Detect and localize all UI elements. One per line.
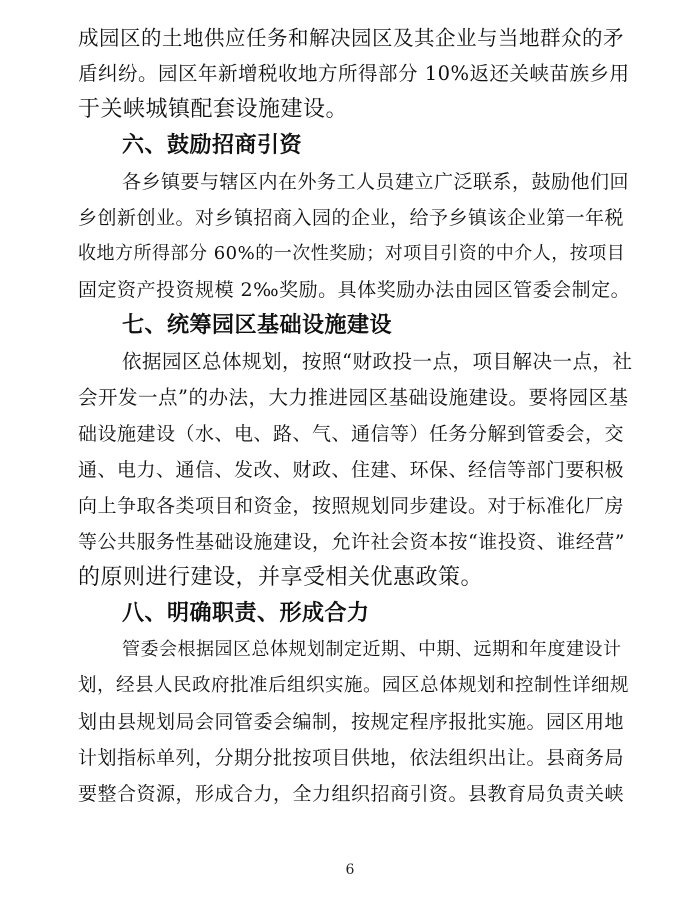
text-line: 依据园区总体规划，按照“财政投一点，项目解决一点，社 bbox=[122, 350, 633, 373]
text-line: 要整合资源，形成合力，全力组织招商引资。县教育局负责关峡 bbox=[78, 783, 625, 805]
text-line: 向上争取各类项目和资金，按照规划同步建设。对于标准化厂房 bbox=[78, 495, 625, 517]
document-page bbox=[78, 20, 633, 812]
section-heading-8: 八、明确职责、形成合力 bbox=[122, 601, 370, 626]
paragraph-responsibilities bbox=[78, 632, 633, 812]
text-line: 计划指标单列，分期分批按项目供地，依法组织出让。县商务局 bbox=[78, 747, 625, 769]
text-line: 础设施建设（水、电、路、气、通信等）任务分解到管委会，交 bbox=[78, 423, 625, 445]
text-line: 成园区的土地供应任务和解决园区及其企业与当地群众的矛 bbox=[78, 26, 624, 50]
text-line: 通、电力、通信、发改、财政、住建、环保、经信等部门要积极 bbox=[78, 459, 625, 481]
paragraph-investment bbox=[78, 164, 633, 308]
text-line: 等公共服务性基础设施建设，允许社会资本按“谁投资、谁经营” bbox=[78, 531, 625, 553]
text-line: 的原则进行建设，并享受相关优惠政策。 bbox=[78, 565, 484, 590]
page-number: 6 bbox=[345, 862, 355, 878]
section-heading-7: 七、统筹园区基础设施建设 bbox=[122, 313, 393, 338]
text-line: 划由县规划局会同管委会编制，按规定程序报批实施。园区用地 bbox=[78, 711, 625, 733]
text-line: 盾纠纷。园区年新增税收地方所得部分 10%返还关峡苗族乡用 bbox=[78, 62, 630, 85]
text-line: 会开发一点”的办法，大力推进园区基础设施建设。要将园区基 bbox=[78, 386, 629, 409]
text-line: 固定资产投资规模 2‰奖励。具体奖励办法由园区管委会制定。 bbox=[78, 279, 631, 301]
text-line: 各乡镇要与辖区内在外务工人员建立广泛联系，鼓励他们回 bbox=[122, 171, 630, 193]
paragraph-land-supply bbox=[78, 20, 633, 128]
text-line: 乡创新创业。对乡镇招商入园的企业，给予乡镇该企业第一年税 bbox=[78, 207, 625, 229]
text-line: 收地方所得部分 60%的一次性奖励；对项目引资的中介人，按项目 bbox=[78, 243, 626, 264]
paragraph-infrastructure bbox=[78, 344, 633, 596]
text-line: 于关峡城镇配套设施建设。 bbox=[78, 97, 349, 122]
section-heading-6: 六、鼓励招商引资 bbox=[122, 133, 303, 158]
text-line: 划，经县人民政府批准后组织实施。园区总体规划和控制性详细规 bbox=[78, 675, 630, 696]
text-line: 管委会根据园区总体规划制定近期、中期、远期和年度建设计 bbox=[122, 639, 622, 660]
